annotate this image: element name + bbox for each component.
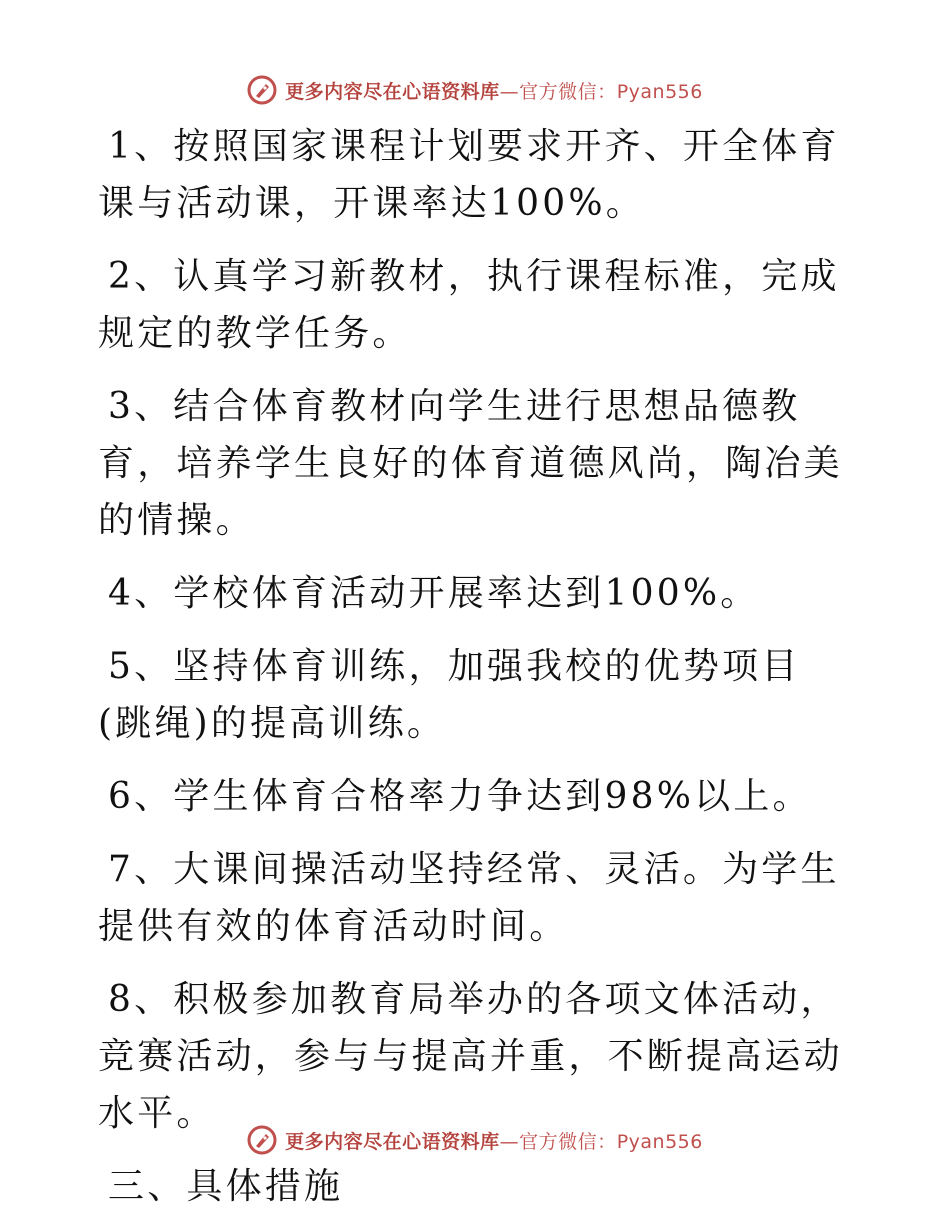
banner-text <box>285 77 703 104</box>
list-item-7: 7、大课间操活动坚持经常、灵活。为学生提供有效的体育活动时间。 <box>98 849 840 947</box>
footer-banner <box>0 1120 950 1160</box>
pen-nib-logo-icon <box>247 1125 277 1155</box>
banner-main-text: 更多内容尽在心语资料库 <box>285 80 500 103</box>
banner-main-text: 更多内容尽在心语资料库 <box>285 1130 500 1153</box>
document-body <box>98 118 843 1215</box>
banner-sub-text: 官方微信： <box>519 80 617 103</box>
header-banner <box>0 70 950 110</box>
section-heading: 三、具体措施 <box>108 1166 344 1207</box>
list-item-1: 1、按照国家课程计划要求开齐、开全体育课与活动课，开课率达100%。 <box>98 126 840 224</box>
pen-nib-logo-icon <box>247 75 277 105</box>
list-item-6: 6、学生体育合格率力争达到98%以上。 <box>108 776 812 817</box>
banner-dash: — <box>499 80 520 103</box>
list-item-4: 4、学校体育活动开展率达到100%。 <box>108 573 760 614</box>
banner-dash: — <box>499 1130 520 1153</box>
banner-wechat-id: Pyan556 <box>616 80 703 103</box>
banner-sub-text: 官方微信： <box>519 1130 617 1153</box>
banner-wechat-id: Pyan556 <box>616 1130 703 1153</box>
list-item-3: 3、结合体育教材向学生进行思想品德教育，培养学生良好的体育道德风尚，陶冶美的情操。 <box>98 386 843 541</box>
list-item-5: 5、坚持体育训练，加强我校的优势项目(跳绳)的提高训练。 <box>98 646 801 744</box>
list-item-2: 2、认真学习新教材，执行课程标准，完成规定的教学任务。 <box>98 256 840 354</box>
list-item-8: 8、积极参加教育局举办的各项文体活动，竞赛活动，参与与提高并重，不断提高运动水平。 <box>98 979 843 1134</box>
banner-text <box>285 1127 703 1154</box>
